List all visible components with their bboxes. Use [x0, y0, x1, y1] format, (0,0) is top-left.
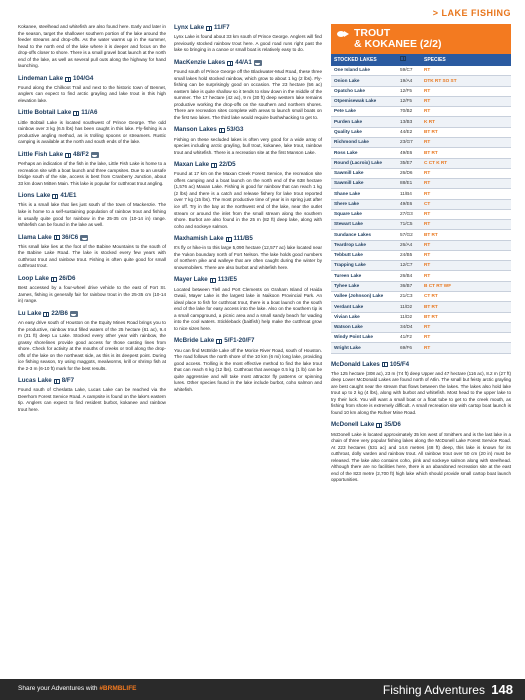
species-cell: RT	[421, 220, 511, 230]
table-row	[331, 281, 511, 291]
lake-entry	[174, 126, 322, 156]
species-cell: RT	[421, 96, 511, 106]
table-row	[331, 127, 511, 137]
lake-cell: Ross Lake	[331, 148, 397, 158]
table-row	[331, 179, 511, 189]
lake-cell: Opatcho Lake	[331, 86, 397, 96]
column-3	[331, 24, 511, 489]
table-row	[331, 302, 511, 312]
species-cell: BT RT	[421, 230, 511, 240]
map-icon	[227, 61, 233, 66]
lake-description: You can find McBride Lake off the Morice River Road, south of Houston. The road follows the north shore of the 10 km (6 mi) long lake, providing good access. Trolling is the most effective method to find the lake trout that can reach 6 kg (12 lbs). Cutthroat that average 0.5 kg (1 lb) can be quite aggressive and will take most attractor fly patterns or spinning lures. Other species found in the lake include burbot, coho salmon and whitefish.	[174, 347, 322, 392]
species-cell: RT	[421, 179, 511, 189]
lake-description: Best accessed by a four-wheel drive vehicle to the east of Fort St. James, fishing is generally fair for rainbow trout in the 25-35 cm (10-14 in) range.	[18, 285, 166, 304]
table-row	[331, 168, 511, 178]
map-reference: 11/A6	[81, 109, 98, 117]
map-reference: 104/G4	[73, 74, 94, 82]
map-ref-cell: 11/B4	[397, 189, 421, 199]
boat-launch-icon	[254, 60, 262, 66]
species-cell: RT	[421, 107, 511, 117]
lake-heading	[18, 234, 166, 243]
lake-heading	[18, 151, 166, 160]
lake-cell: Quality Lake	[331, 127, 397, 137]
map-ref-cell: 21/C3	[397, 291, 421, 301]
lake-entry	[174, 235, 322, 271]
lake-heading	[18, 109, 166, 118]
map-ref-cell: 26/A4	[397, 240, 421, 250]
lake-heading	[18, 310, 166, 319]
table-row	[331, 199, 511, 209]
col-header-map	[397, 54, 421, 66]
table-row	[331, 107, 511, 117]
lake-entry	[18, 310, 166, 372]
map-reference: 22/B6	[51, 309, 68, 317]
lake-entry	[174, 276, 322, 332]
map-icon	[219, 128, 225, 133]
footer-pub	[383, 682, 513, 697]
species-cell: RT	[421, 240, 511, 250]
table-row	[331, 66, 511, 76]
table-title-line2: & KOKANEE (2/2)	[354, 38, 442, 51]
table-row	[331, 117, 511, 127]
lake-cell: Sawmill Lake	[331, 168, 397, 178]
table-header	[331, 24, 511, 54]
map-reference: 113/E5	[217, 276, 237, 284]
lake-entry	[331, 421, 511, 483]
lake-description: Perhaps an indication of the fish in the lake, Little Fish Lake is home to a recreation site with a boat launch and three campsites. Due to an unsafe bridge south of the site, access is best from Cranberry Junction, about 33 km down Mitten Main. This lake is popular for cutthroat trout angling.	[18, 161, 166, 186]
lake-cell: One Island Lake	[331, 66, 397, 76]
map-icon	[54, 379, 60, 384]
lake-cell: Sawmill Lake	[331, 179, 397, 189]
species-cell: RT	[421, 209, 511, 219]
map-ref-cell: 71/C5	[397, 220, 421, 230]
table-row	[331, 343, 511, 353]
map-reference: 5/F1-20/F7	[224, 337, 255, 345]
lake-cell: Purden Lake	[331, 117, 397, 127]
lake-heading	[18, 75, 166, 84]
lake-heading	[18, 192, 166, 201]
species-cell: K RT	[421, 117, 511, 127]
boat-launch-icon	[80, 235, 88, 241]
lake-cell: Vallee (Johnson) Lake	[331, 291, 397, 301]
table-row	[331, 312, 511, 322]
lake-cell: Stewart Lake	[331, 220, 397, 230]
map-reference: 111/B5	[233, 235, 253, 243]
lake-cell: Tureen Lake	[331, 271, 397, 281]
lake-name: Lions Lake	[18, 192, 51, 200]
lake-name: McBride Lake	[174, 337, 215, 345]
lake-entry	[18, 275, 166, 305]
col3-entries	[331, 361, 511, 484]
table-row	[331, 261, 511, 271]
map-ref-cell: 11/D2	[397, 302, 421, 312]
map-icon	[52, 194, 58, 199]
map-icon	[73, 111, 79, 116]
lake-cell: Teardrop Lake	[331, 240, 397, 250]
lake-description: McDonell Lake is located approximately 35 km west of Smithers and is the last lake in a chain of three very popular fishing lakes along the McDonell Lake Forest Service Road. At 223 hectares (531 ac) and 14.6 metres (48 ft) deep, this lake is known for its cutthroat, dolly varden and rainbow trout. All rainbow trout over 50 cm (20 in) must be released. The lake also contains coho, pink and sockeye salmon along with steelhead. Although there are no facilities here, there is an abandoned recreation site at the east end of the 823 metre (2,700 ft) high lake which should provide small cartop boat launch opportunities.	[331, 431, 511, 483]
map-ref-cell: 49/E6	[397, 199, 421, 209]
lake-entry	[18, 151, 166, 187]
section-header: > LAKE FISHING	[432, 8, 511, 18]
lake-entry	[18, 75, 166, 105]
map-icon	[51, 277, 57, 282]
species-cell: RT	[421, 168, 511, 178]
species-cell: CT	[421, 199, 511, 209]
table-row	[331, 86, 511, 96]
lake-cell: Shane Lake	[331, 189, 397, 199]
lake-name: Loop Lake	[18, 274, 49, 282]
lake-entry	[174, 24, 322, 54]
map-reference: 48/F2	[73, 150, 89, 158]
lake-cell: Otpemisewak Lake	[331, 96, 397, 106]
table-row	[331, 271, 511, 281]
map-ref-cell: 11/D2	[397, 312, 421, 322]
lake-cell: Pete Lake	[331, 107, 397, 117]
map-reference: 41/E1	[60, 192, 77, 200]
map-icon	[400, 56, 406, 61]
map-reference: 11/F7	[214, 24, 230, 31]
species-cell: RT	[421, 137, 511, 147]
lake-description: Found along the Chilkoot Trail and next to the historic town of Bennet, anglers can expect to find arctic grayling and lake trout in this high elevation lake.	[18, 84, 166, 103]
species-cell: RT	[421, 250, 511, 260]
lake-heading	[18, 377, 166, 386]
table-row	[331, 96, 511, 106]
map-reference: 35/D6	[384, 421, 401, 429]
map-icon	[210, 278, 216, 283]
lake-entry	[174, 59, 322, 121]
species-cell: RT	[421, 86, 511, 96]
species-cell: BT RT	[421, 312, 511, 322]
map-ref-cell: 24/B5	[397, 250, 421, 260]
lake-heading	[174, 276, 322, 285]
map-icon	[226, 237, 232, 242]
table-row	[331, 291, 511, 301]
map-icon	[65, 153, 71, 158]
stocked-lakes-table	[331, 54, 511, 354]
map-reference: 26/D6	[58, 274, 76, 282]
column-1	[18, 24, 166, 419]
map-ref-cell: 12/F5	[397, 96, 421, 106]
footer-share-text: Share your Adventures with	[18, 685, 98, 692]
species-cell: RT	[421, 271, 511, 281]
map-ref-cell: 27/G3	[397, 209, 421, 219]
map-ref-cell: 44/E2	[397, 127, 421, 137]
species-cell: RT	[421, 261, 511, 271]
map-reference: 53/G3	[226, 126, 244, 134]
lake-entry	[174, 337, 322, 393]
lake-entry	[18, 377, 166, 413]
map-ref-cell: 26/B4	[397, 271, 421, 281]
stocked-lakes-table-box	[331, 24, 511, 354]
map-ref-cell: 69/F6	[397, 343, 421, 353]
map-ref-cell: 57/G2	[397, 230, 421, 240]
table-title	[354, 28, 442, 50]
lake-heading	[174, 126, 322, 135]
map-icon	[54, 235, 60, 240]
map-icon	[43, 312, 49, 317]
lake-description: Located between Tlell and Port Clements on Graham Island of Haida Gwaii, Mayer Lake is the largest lake in Naikoon Provincial Park. An ideal place to fish for cutthroat trout, there is a boat launch on the south end of the lake for easy access into the lake. Also on the southern tip is a small campground, a picnic area and a small sandy beach for wading into the cool waters. Stickleback (baitfish) help make the cutthroat grow to nice sizes here.	[174, 286, 322, 331]
lake-name: Lucas Lake	[18, 377, 52, 385]
table-row	[331, 189, 511, 199]
lake-description: Found south of Cheslatta Lake, Lucas Lake can be reached via the Deerhorn Forest Service Road. A campsite is found on the lake's eastern tip. Anglers can expect to find resident burbot, kokanee and rainbow trout here.	[18, 387, 166, 412]
lake-name: Lu Lake	[18, 309, 42, 317]
lake-heading	[331, 361, 511, 370]
column-2	[174, 24, 322, 398]
boat-launch-icon	[91, 152, 99, 158]
map-ref-cell: 41/F2	[397, 333, 421, 343]
species-cell: RT	[421, 189, 511, 199]
lake-heading	[18, 275, 166, 284]
lake-description: It's fly or hike-in to this large 5,090 hectare (12,577 ac) lake located near the Yukon boundary north of Fort Nelson. The lake holds good numbers of northern pike and walleye that are often caught during the winter by snowmobilers. There are also burbot and whitefish here.	[174, 245, 322, 270]
lake-heading	[174, 59, 322, 68]
species-cell: B CT RT WF	[421, 281, 511, 291]
fish-icon	[337, 30, 349, 38]
col-header-lake: STOCKED LAKES	[331, 54, 397, 66]
lake-cell: Richmond Lake	[331, 137, 397, 147]
map-ref-cell: 36/B7	[397, 281, 421, 291]
lake-entry	[18, 109, 166, 145]
lake-name: McDonell Lake	[331, 421, 375, 429]
map-ref-cell: 12/C7	[397, 261, 421, 271]
lake-entry	[18, 234, 166, 270]
table-title-line1: TROUT	[354, 27, 391, 39]
lake-cell: Round (Lacroix) Lake	[331, 158, 397, 168]
footer-share	[18, 685, 137, 692]
lake-cell: Wright Lake	[331, 343, 397, 353]
species-cell: BT RT	[421, 148, 511, 158]
species-cell: C CT K RT	[421, 158, 511, 168]
footer-hashtag: #BRMBLIFE	[99, 685, 137, 692]
lake-name: Mayer Lake	[174, 276, 208, 284]
table-row	[331, 240, 511, 250]
table-row	[331, 137, 511, 147]
map-ref-cell: 23/G7	[397, 137, 421, 147]
table-row	[331, 230, 511, 240]
map-ref-cell: 35/E7	[397, 158, 421, 168]
lake-entry	[331, 361, 511, 417]
lake-cell: Verdant Lake	[331, 302, 397, 312]
map-reference: 105/F4	[389, 360, 410, 368]
lake-name: MacKenzie Lakes	[174, 58, 226, 66]
lake-description: This small lake lies at the foot of the Babine Mountains to the south of the Babine Lake Road. The lake is stocked every few years with cutthroat trout and rainbow trout. Fishing is often quite good for small cutthroat trout.	[18, 243, 166, 269]
lake-heading	[331, 421, 511, 430]
lake-cell: Square Lake	[331, 209, 397, 219]
map-icon	[206, 26, 212, 31]
lake-entry	[18, 192, 166, 228]
map-reference: 36/C6	[61, 233, 79, 241]
col-header-species: SPECIES	[421, 54, 511, 66]
lake-heading	[174, 24, 322, 33]
lake-name: Little Fish Lake	[18, 150, 64, 158]
lake-description: The 125 hectare (308 ac), 23 m (74 ft) deep Upper and 47 hectare (116 ac), 8.2 m (27 ft) deep Lower McDonald Lakes are found north of Atlin. The small but feisty arctic grayling are best caught near the stream that flows between the lakes. The lakes also hold lake trout up to 2 kg (4 lbs), along with burbot and whitefish. Most head to the upper lake to try their luck. You will want a small boat or a float tube to get to the creek mouth, as fishing from shore is extremely difficult. A small recreation site with cartop boat launch is found 10 km along the Rufner Mine Road.	[331, 370, 511, 415]
lake-cell: Sundance Lakes	[331, 230, 397, 240]
lake-name: Maxhamish Lake	[174, 235, 224, 243]
lake-cell: Vivian Lake	[331, 312, 397, 322]
map-ref-cell: 59/C7	[397, 66, 421, 76]
map-ref-cell: 13/B3	[397, 117, 421, 127]
lake-description: Little Bobtail Lake is located southwest of Prince George. The odd rainbow over 3 kg (6.5 lbs) has been caught in this lake. Fly-fishing is a productive angling method, as is trolling spoons or streamers. Rustic camping is available at the north and south ends of the lake.	[18, 119, 166, 145]
lake-name: Llama Lake	[18, 233, 52, 241]
species-cell: DTK RT SO ST	[421, 76, 511, 86]
lake-name: Manson Lakes	[174, 126, 217, 134]
footer-bar	[0, 679, 525, 700]
publication-name: Fishing Adventures	[382, 683, 485, 697]
table-row	[331, 250, 511, 260]
map-ref-cell: 88/E1	[397, 179, 421, 189]
lake-description: Fishing on these secluded lakes is often very good for a wide array of species including arctic grayling, bull trout, kokanee, lake trout, rainbow trout and whitefish. There is a recreation site at the first Manson Lake.	[174, 136, 322, 155]
species-cell: RT	[421, 322, 511, 332]
lake-name: Lindeman Lake	[18, 74, 64, 82]
table-row	[331, 322, 511, 332]
lake-cell: Tebbutt Lake	[331, 250, 397, 260]
map-icon	[216, 339, 222, 344]
lake-cell: Shere Lake	[331, 199, 397, 209]
lake-description: Found south of Prince George off the Blackwater-Mud Road, these three small lakes hold stocked rainbow, which grow to about 1 kg (2 lbs). Fly-fishing can be surprisingly good on occasion. The 23 hectare (56 ac) eastern lake is quite shallow so it tends to slow down in the middle of the summer. The 17 hectare (42 ac), 9 m (30 ft) deep western lake remains productive working the drop-offs on the southern and northern shores. There are recreation sites complete with areas to launch small boats on the first two lakes. The third lake would require bushwhacking to get to.	[174, 69, 322, 120]
table-row	[331, 220, 511, 230]
species-cell: BT RT	[421, 302, 511, 312]
lake-cell: Watson Lake	[331, 322, 397, 332]
table-row	[331, 76, 511, 86]
map-reference: 44/A1	[235, 58, 252, 66]
table-row	[331, 209, 511, 219]
species-cell: RT	[421, 343, 511, 353]
map-ref-cell: 12/F5	[397, 86, 421, 96]
lake-description: This is a small lake that lies just south of the town of Mackenzie. The lake is home to a self-sustaining population of rainbow trout and fishing is usually quite good for rainbow in the 25-35 cm (10-14 in) range. Whitefish can be found in the lake as well.	[18, 202, 166, 228]
map-icon	[376, 423, 382, 428]
lake-name: McDonald Lakes	[331, 360, 380, 368]
lake-name: Maxan Lake	[174, 161, 210, 169]
lake-description: An easy drive south of Houston on the Equity Mines Road brings you to the productive, rainbow trout filled waters of the 25 hectare (61 ac), 9.4 m (31 ft) deep Lu Lake. Stocked every other year with rainbow, the grassy shorelines provide good access for those casting lines from shore. Check for activity at the mouths of creeks or troll along the drop-offs of the lake on the northeast side, as this is its deepest point. During ice fishing season, try using maggots, mealworms, krill or shrimp fish at the 2-3 m (6-10 ft) mark for the best results.	[18, 320, 166, 371]
lake-heading	[174, 161, 322, 170]
lake-description: Found at 17 km on the Maxan Creek Forest Service, the recreation site offers camping and a boat launch on the north end of the 638 hectare (1,576 ac) Maxan Lake. Fishing is good for rainbow that can reach 1 kg (2 lbs) and there is a catch and release fishery for lake trout reported over 7 kg (15 lbs). The most productive time of year is in spring just after ice off. Try in the bay at the northwest end of the lake, near the outlet stream or around the inlet from the small stream along the southern shore. Burbot are also found in the 25 m (82 ft) deep lake, along with coho and sockeye salmon.	[174, 171, 322, 229]
map-ref-cell: 49/E6	[397, 148, 421, 158]
lake-entry	[174, 161, 322, 230]
lake-description: Lynx Lake is found about 33 km south of Prince George. Anglers will find previously stocked rainbow trout here. A good road runs right past the lake so bringing in a canoe or small boat is relatively easy to do.	[174, 34, 322, 53]
table-row	[331, 158, 511, 168]
lake-cell: Tyhee Lake	[331, 281, 397, 291]
species-cell: RT	[421, 66, 511, 76]
lake-heading	[174, 337, 322, 346]
species-cell: RT	[421, 333, 511, 343]
map-ref-cell: 26/D6	[397, 168, 421, 178]
lake-cell: Windy Point Lake	[331, 333, 397, 343]
map-icon	[211, 163, 217, 168]
lake-cell: Onion Lake	[331, 76, 397, 86]
species-cell: BT RT	[421, 127, 511, 137]
species-cell: CT RT	[421, 291, 511, 301]
map-reference: 8/F7	[61, 377, 75, 385]
intro-paragraph: Kokanee, steelhead and whitefish are also found here. Early and later in the season, target the shallower southern portion of the lake around the feeder streams and drop-offs. As the water warms up in the summer, head to the north end of the lake where it is deeper and focus on the drop-offs closer to shore. There is a small gravel boat launch at the north end of the lake, as well as several pull outs along the highway for hand launching.	[18, 24, 166, 69]
map-icon	[382, 362, 388, 367]
col1-entries	[18, 75, 166, 414]
table-row	[331, 333, 511, 343]
map-ref-cell: 70/B2	[397, 107, 421, 117]
lake-name: Lynx Lake	[174, 24, 205, 31]
col2-entries	[174, 24, 322, 393]
map-ref-cell: 19/A4	[397, 76, 421, 86]
lake-cell: Trapping Lake	[331, 261, 397, 271]
map-reference: 22/D5	[219, 161, 236, 169]
boat-launch-icon	[70, 311, 78, 317]
lake-heading	[174, 235, 322, 244]
map-ref-cell: 34/D4	[397, 322, 421, 332]
table-row	[331, 148, 511, 158]
page-number: 148	[491, 682, 513, 697]
map-icon	[65, 77, 71, 82]
lake-name: Little Bobtail Lake	[18, 109, 72, 117]
